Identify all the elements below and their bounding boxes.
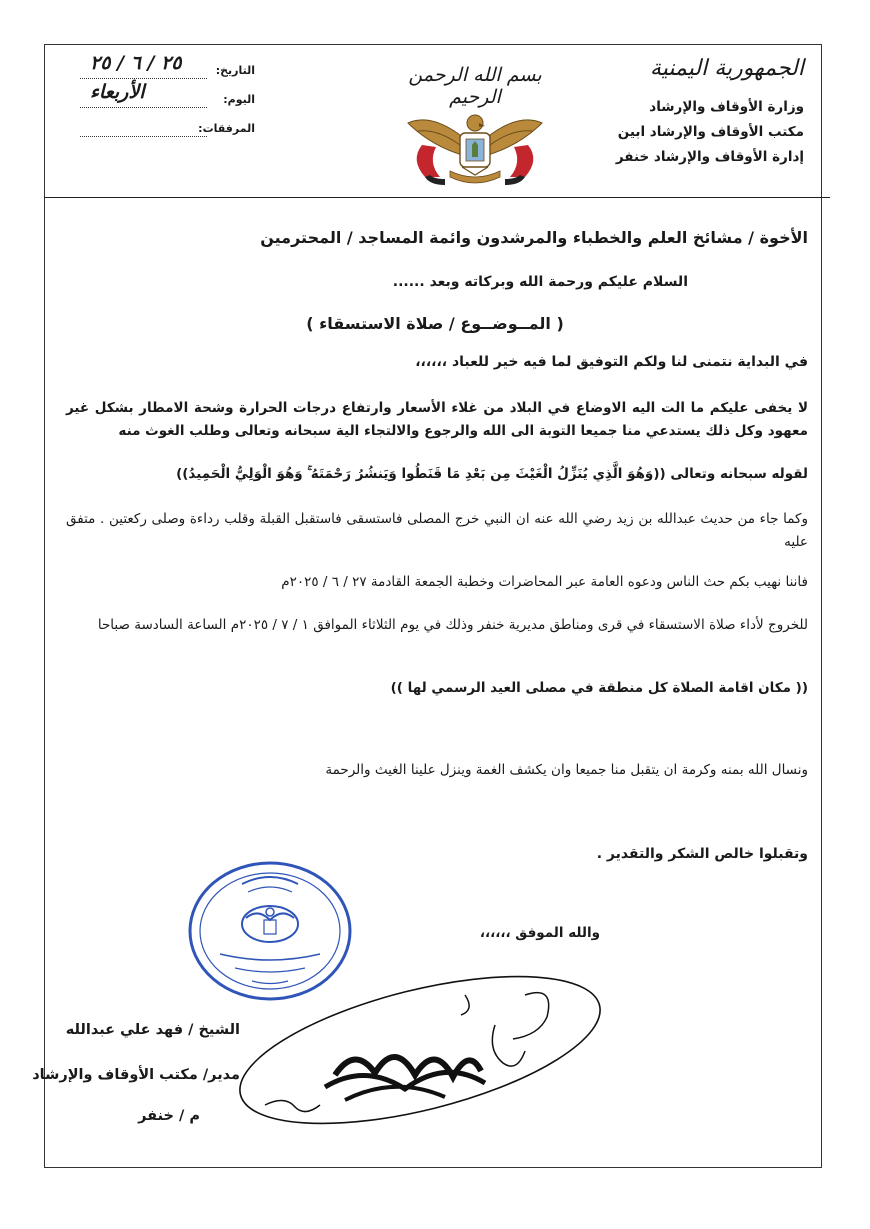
department-name: إدارة الأوقاف والإرشاد خنفر (615, 149, 804, 165)
day-row (80, 81, 255, 114)
letterhead-right (594, 56, 804, 170)
date-line (80, 78, 207, 79)
date-handwritten: ٢٥ / ٦ / ٢٥ (90, 52, 182, 74)
closing-line: والله الموفق ،،،،،، (479, 925, 600, 941)
subject-line: ( المــوضــوع / صلاة الاستسقاء ) (306, 314, 564, 333)
signatory-location: م / خنفر (138, 1108, 200, 1124)
signatory-name: الشيخ / فهد علي عبدالله (65, 1022, 240, 1038)
supplication: ونسال الله بمنه وكرمة ان يتقبل منا جميعا وان يكشف الغمة وينزل علينا الغيث والرحمة (325, 762, 808, 778)
bismillah: بسم الله الرحمن الرحيم (408, 64, 542, 108)
thanks-line: وتقبلوا خالص الشكر والتقدير . (596, 846, 808, 862)
paragraph-conditions: لا يخفى عليكم ما الت اليه الاوضاع في البلاد من غلاء الأسعار وارتفاع درجات الحرارة وشحة الامطار بشكل غير معهود وكل ذلك يستدعي منا جميعا التوبة الى الله والرجوع والالتجاء الية سبحانه وتعالى وطلب الغوث منه (66, 400, 808, 439)
signatory-title: مدير/ مكتب الأوقاف والإرشاد (32, 1067, 240, 1083)
hadith-paragraph: وكما جاء من حديث عبدالله بن زيد رضي الله عنه ان النبي خرج المصلى فاستسقى فاستقبل القبلة وقلب رداءة وصلى ركعتين . متفق عليه (66, 511, 808, 550)
yemen-emblem-icon (400, 105, 550, 190)
attachments-label: المرفقات: (198, 122, 255, 135)
letter-meta (80, 52, 255, 143)
day-label: اليوم: (223, 93, 255, 106)
day-line (80, 107, 207, 108)
header-divider (44, 197, 830, 198)
day-handwritten: الأربعاء (90, 81, 145, 103)
prayer-schedule: للخروج لأداء صلاة الاستسقاء في قرى ومناطق مديرية خنفر وذلك في يوم الثلاثاء الموافق ١ / ٧ / ٢٠٢٥م الساعة السادسة صباحا (97, 617, 808, 633)
office-name: مكتب الأوقاف والإرشاد ابين (617, 124, 804, 140)
attachments-row (80, 114, 255, 143)
date-label: التاريخ: (215, 64, 255, 77)
greeting: السلام عليكم ورحمة الله وبركاته وبعد ...... (392, 274, 688, 290)
attachments-line (80, 136, 207, 137)
addressee: الأخوة / مشائخ العلم والخطباء والمرشدون وائمة المساجد / المحترمين (260, 228, 808, 247)
call-to-action: فاننا نهيب بكم حث الناس ودعوه العامة عبر المحاضرات وخطبة الجمعة القادمة ٢٧ / ٦ / ٢٠٢٥م (281, 574, 808, 590)
signature-scribble-icon (225, 955, 615, 1130)
republic-title: الجمهورية اليمنية (649, 56, 804, 81)
ministry-name: وزارة الأوقاف والإرشاد (649, 99, 804, 115)
prayer-location: (( مكان اقامة الصلاة كل منطقة في مصلى العيد الرسمي لها )) (390, 680, 808, 696)
quran-verse: لقوله سبحانه وتعالى ((وَهُوَ الَّذِي يُنَزِّلُ الْغَيْثَ مِن بَعْدِ مَا قَنَطُوا وَيَنشُرُ رَحْمَتَهُ ۚ وَهُوَ الْوَلِيُّ الْحَمِيدُ)) (176, 466, 808, 482)
intro-line: في البداية نتمنى لنا ولكم التوفيق لما فيه خير للعباد ،،،،،، (415, 354, 808, 370)
